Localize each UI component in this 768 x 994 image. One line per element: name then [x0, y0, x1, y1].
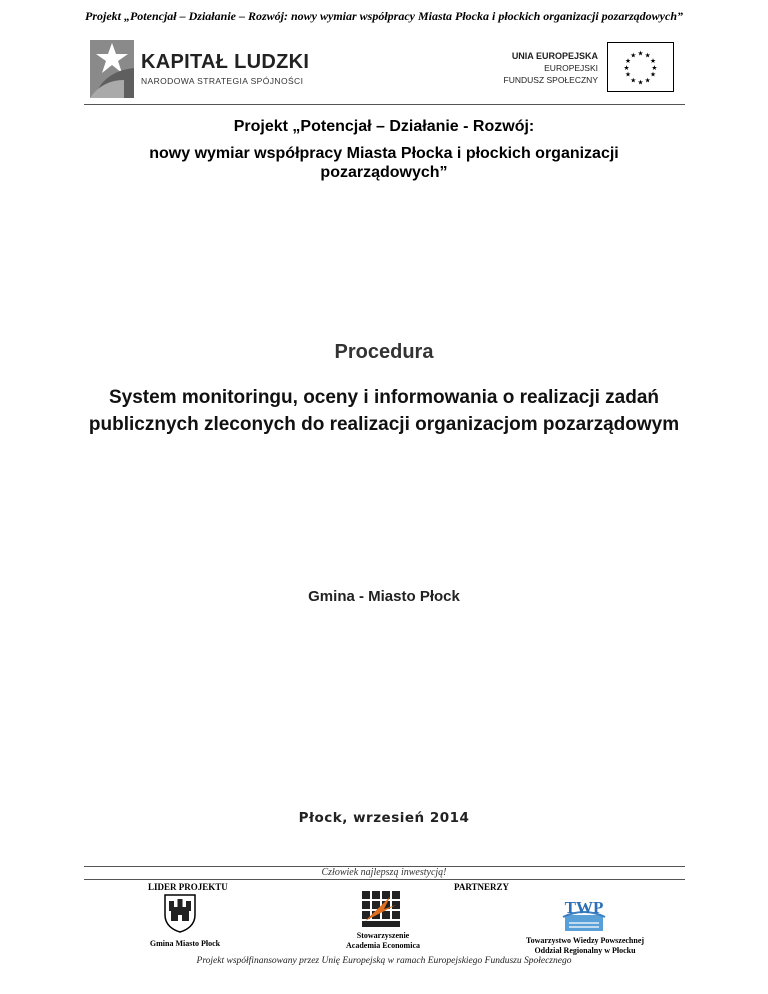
academia-economica-logo-icon [362, 891, 404, 931]
partner-academia-line-2: Academia Economica [346, 941, 420, 950]
eu-line-1: UNIA EUROPEJSKA [511, 51, 598, 61]
svg-text:★: ★ [630, 76, 637, 85]
svg-text:★: ★ [649, 57, 656, 66]
header-divider [84, 104, 685, 105]
twp-logo-icon [555, 893, 611, 933]
footer-motto: Człowiek najlepszą inwestycją! [321, 867, 447, 878]
plock-coat-of-arms-icon [163, 893, 197, 933]
partner-academia [318, 931, 448, 951]
funding-note: Projekt współfinansowany przez Unię Europejską w ramach Europejskiego Funduszu Społecznego [196, 956, 572, 966]
svg-text:★: ★ [644, 76, 651, 85]
svg-text:★: ★ [644, 51, 651, 60]
eu-text-block [504, 50, 598, 86]
eu-flag-icon [607, 42, 674, 92]
partners-label: PARTNERZY [454, 882, 510, 892]
svg-text:★: ★ [651, 63, 658, 72]
partner-twp [500, 936, 670, 956]
document-author: Gmina - Miasto Płock [308, 588, 460, 605]
kapital-ludzki-title: KAPITAŁ LUDZKI [141, 51, 310, 73]
svg-text:★: ★ [625, 57, 632, 66]
place-and-date: Płock, wrzesień 2014 [298, 810, 470, 826]
partner-academia-line-1: Stowarzyszenie [356, 931, 410, 940]
partner-twp-line-2: Oddział Regionalny w Płocku [534, 946, 636, 955]
document-type: Procedura [334, 341, 434, 363]
project-title-line-1: Projekt „Potencjał – Działanie - Rozwój: [233, 118, 535, 135]
project-title-lines-2-3 [0, 144, 768, 182]
svg-text:★: ★ [637, 78, 644, 87]
lider-label: LIDER PROJEKTU [148, 882, 228, 892]
partner-twp-line-1: Towarzystwo Wiedzy Powszechnej [525, 936, 645, 945]
svg-text:★: ★ [625, 70, 632, 79]
eu-line-2: EUROPEJSKI [544, 63, 598, 73]
kapital-ludzki-logo-icon [90, 40, 134, 98]
eu-line-3: FUNDUSZ SPOŁECZNY [503, 75, 598, 85]
kapital-ludzki-subtitle: NARODOWA STRATEGIA SPÓJNOŚCI [141, 76, 304, 86]
svg-text:TWP: TWP [564, 898, 604, 917]
svg-text:★: ★ [649, 70, 656, 79]
project-title-line-3: pozarządowych” [320, 164, 448, 181]
footer-divider-bottom [84, 879, 685, 880]
svg-text:★: ★ [637, 49, 644, 58]
running-header: Projekt „Potencjał – Działanie – Rozwój: nowy wymiar współpracy Miasta Płocka i płockich organizacji pozarządowych” [84, 9, 683, 23]
project-title-line-2: nowy wymiar współpracy Miasta Płocka i płockich organizacji [149, 145, 619, 162]
svg-text:★: ★ [630, 51, 637, 60]
svg-text:★: ★ [623, 63, 630, 72]
document-title: System monitoringu, oceny i informowania o realizacji zadań publicznych zleconych do realizacji organizacjom pozarządowym [88, 387, 680, 435]
lider-name: Gmina Miasto Płock [149, 939, 221, 948]
